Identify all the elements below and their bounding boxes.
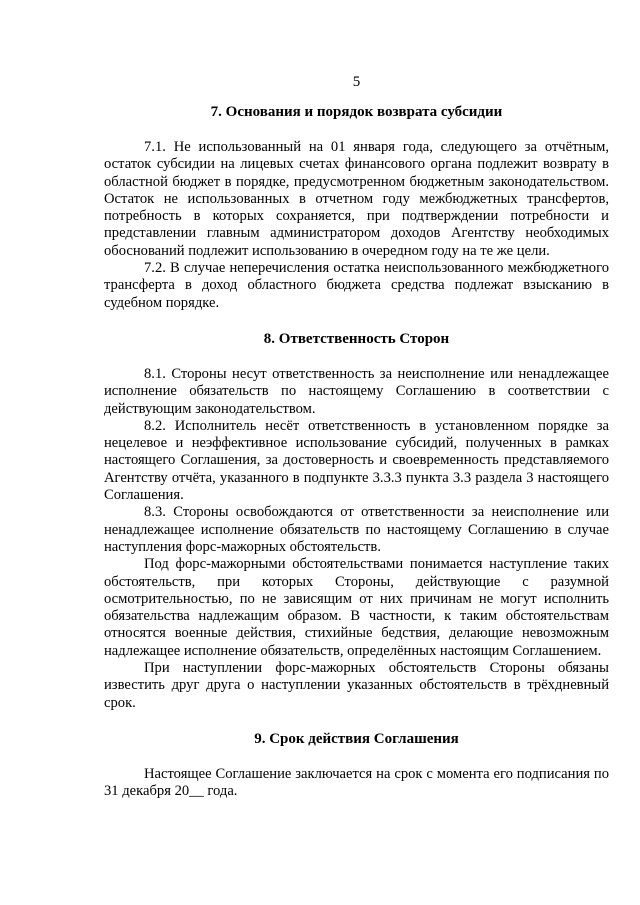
paragraph-8-2: 8.2. Исполнитель несёт ответственность в установленном порядке за нецелевое и неэффективное использование субсидий, полученных в рамках настоящего Соглашения, за достоверность и своевременность представляемого Агентству отчёта, указанного в подпункте 3.3.3 пункта 3.3 раздела 3 настоящего Соглашения.	[104, 417, 609, 504]
paragraph-7-1: 7.1. Не использованный на 01 января года, следующего за отчётным, остаток субсидии на лицевых счетах финансового органа подлежит возврату в областной бюджет в порядке, предусмотренном бюджетным законодательством. Остаток не использованных в отчетном году межбюджетных трансфертов, потребность в которых сохраняется, при подтверждении потребности и представлении главным администратором доходов Агентству необходимых обоснований подлежит использованию в очередном году на те же цели.	[104, 139, 609, 259]
paragraph-force-majeure-definition: Под форс-мажорными обстоятельствами понимается наступление таких обстоятельств, при которых Стороны, действующие с разумной осмотрительностью, по не зависящим от них причинам не могут исполнить обязательства надлежащим образом. В частности, к таким обстоятельствам относятся военные действия, стихийные бедствия, делающие невозможным надлежащее исполнение обязательств, определённых настоящим Соглашением.	[104, 556, 609, 659]
section-8	[104, 330, 609, 712]
section-heading: 7. Основания и порядок возврата субсидии	[210, 104, 503, 120]
paragraph-force-majeure-notice: При наступлении форс-мажорных обстоятельств Стороны обязаны известить друг друга о наступлении указанных обстоятельств в трёхдневный срок.	[104, 660, 609, 711]
section-9	[104, 730, 609, 801]
document-page	[104, 73, 609, 801]
paragraph-9-term: Настоящее Соглашение заключается на срок с момента его подписания по 31 декабря 20__ года.	[104, 765, 609, 800]
section-heading: 8. Ответственность Сторон	[263, 330, 450, 347]
paragraph-7-2: 7.2. В случае неперечисления остатка неиспользованного межбюджетного трансферта в доход областного бюджета средства подлежат взысканию в судебном порядке.	[104, 260, 609, 311]
section-heading: 9. Срок действия Соглашения	[254, 730, 459, 747]
paragraph-8-3: 8.3. Стороны освобождаются от ответственности за неисполнение или ненадлежащее исполнение обязательств по настоящему Соглашению в случае наступления форс-мажорных обстоятельств.	[104, 504, 609, 555]
paragraph-8-1: 8.1. Стороны несут ответственность за неисполнение или ненадлежащее исполнение обязательств по настоящему Соглашению в соответствии с действующим законодательством.	[104, 365, 609, 417]
page-number: 5	[352, 74, 361, 90]
section-7	[104, 103, 609, 312]
